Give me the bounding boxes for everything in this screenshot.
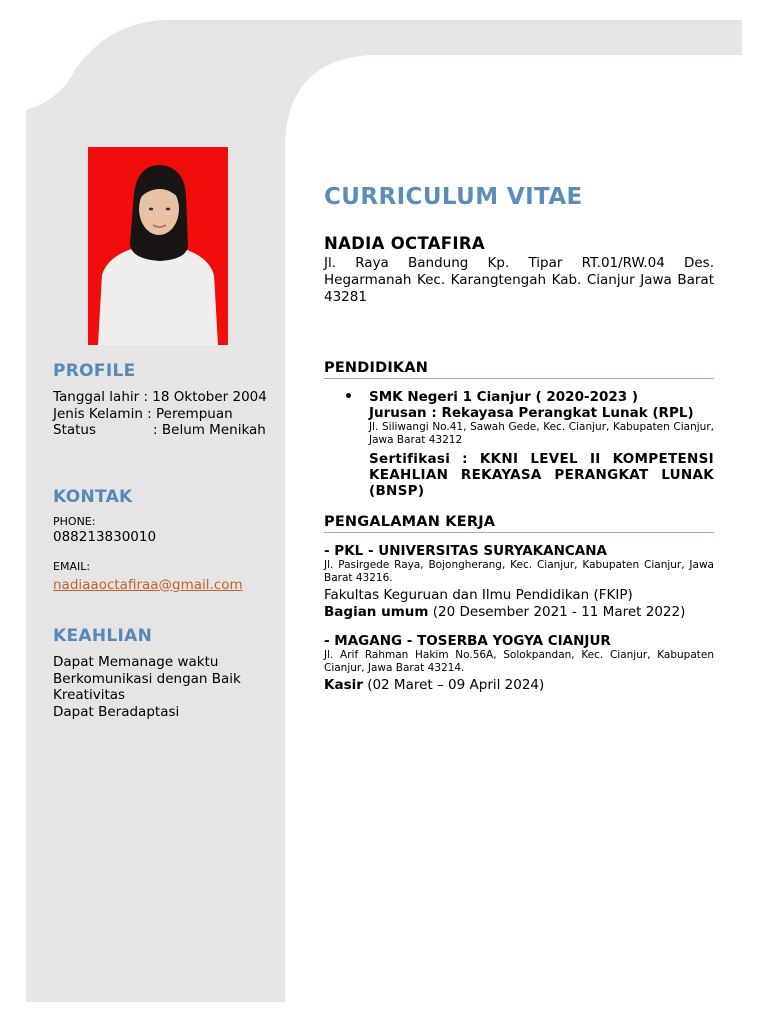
full-name: NADIA OCTAFIRA bbox=[324, 234, 485, 253]
job-title: - MAGANG - TOSERBA YOGYA CIANJUR bbox=[324, 633, 611, 649]
education-heading: PENDIDIKAN bbox=[324, 360, 714, 379]
phone-label: PHONE: bbox=[53, 515, 96, 528]
job-faculty: Fakultas Keguruan dan Ilmu Pendidikan (FKIP) bbox=[324, 587, 633, 603]
job-role: Kasir bbox=[324, 677, 363, 693]
skill-item: Dapat Memanage waktu bbox=[53, 654, 219, 670]
status-label: Status bbox=[53, 422, 97, 438]
job-role-line bbox=[324, 677, 714, 694]
gender: Jenis Kelamin : Perempuan bbox=[53, 405, 233, 422]
experience-heading: PENGALAMAN KERJA bbox=[324, 514, 714, 533]
profile-section bbox=[53, 389, 268, 439]
education-entry bbox=[369, 389, 714, 499]
skills-heading: KEAHLIAN bbox=[53, 626, 153, 646]
skills-list bbox=[53, 654, 268, 720]
job-entry bbox=[324, 633, 714, 694]
contact-heading: KONTAK bbox=[53, 487, 133, 507]
job-role: Bagian umum bbox=[324, 603, 429, 620]
email-link[interactable]: nadiaaoctafiraa@gmail.com bbox=[53, 576, 243, 593]
bullet-icon: • bbox=[344, 389, 353, 405]
contact-section bbox=[53, 515, 268, 593]
skill-item: Dapat Beradaptasi bbox=[53, 703, 180, 720]
birth-date: Tanggal lahir : 18 Oktober 2004 bbox=[53, 389, 267, 405]
marital-status bbox=[53, 422, 268, 439]
profile-heading: PROFILE bbox=[53, 361, 136, 381]
job-address: Jl. Pasirgede Raya, Bojongherang, Kec. Cianjur, Kabupaten Cianjur, Jawa Barat 43216. bbox=[324, 559, 714, 584]
skill-item: Berkomunikasi dengan Baik bbox=[53, 670, 241, 687]
status-value: : Belum Menikah bbox=[153, 422, 266, 438]
job-entry bbox=[324, 543, 714, 620]
page-title: CURRICULUM VITAE bbox=[324, 184, 583, 210]
school-address: Jl. Siliwangi No.41, Sawah Gede, Kec. Cianjur, Kabupaten Cianjur, Jawa Barat 43212 bbox=[369, 421, 714, 446]
job-address: Jl. Arif Rahman Hakim No.56A, Solokpandan, Kec. Cianjur, Kabupaten Cianjur, Jawa Barat 43214. bbox=[324, 649, 714, 674]
profile-photo bbox=[88, 147, 228, 345]
job-title: - PKL - UNIVERSITAS SURYAKANCANA bbox=[324, 543, 607, 559]
certification: Sertifikasi : KKNI LEVEL II KOMPETENSI KEAHLIAN REKAYASA PERANGKAT LUNAK (BNSP) bbox=[369, 451, 714, 499]
skill-item: Kreativitas bbox=[53, 687, 126, 703]
job-role-line bbox=[324, 604, 714, 621]
job-period: (02 Maret – 09 April 2024) bbox=[362, 677, 545, 693]
email-label: EMAIL: bbox=[53, 559, 91, 573]
school-major: Jurusan : Rekayasa Perangkat Lunak (RPL) bbox=[369, 405, 694, 421]
phone-number: 088213830010 bbox=[53, 529, 157, 545]
school-name: SMK Negeri 1 Cianjur ( 2020-2023 ) bbox=[369, 389, 639, 405]
home-address: Jl. Raya Bandung Kp. Tipar RT.01/RW.04 Des. Hegarmanah Kec. Karangtengah Kab. Cianjur Jawa Barat 43281 bbox=[324, 255, 714, 305]
job-period: (20 Desember 2021 - 11 Maret 2022) bbox=[428, 603, 686, 620]
